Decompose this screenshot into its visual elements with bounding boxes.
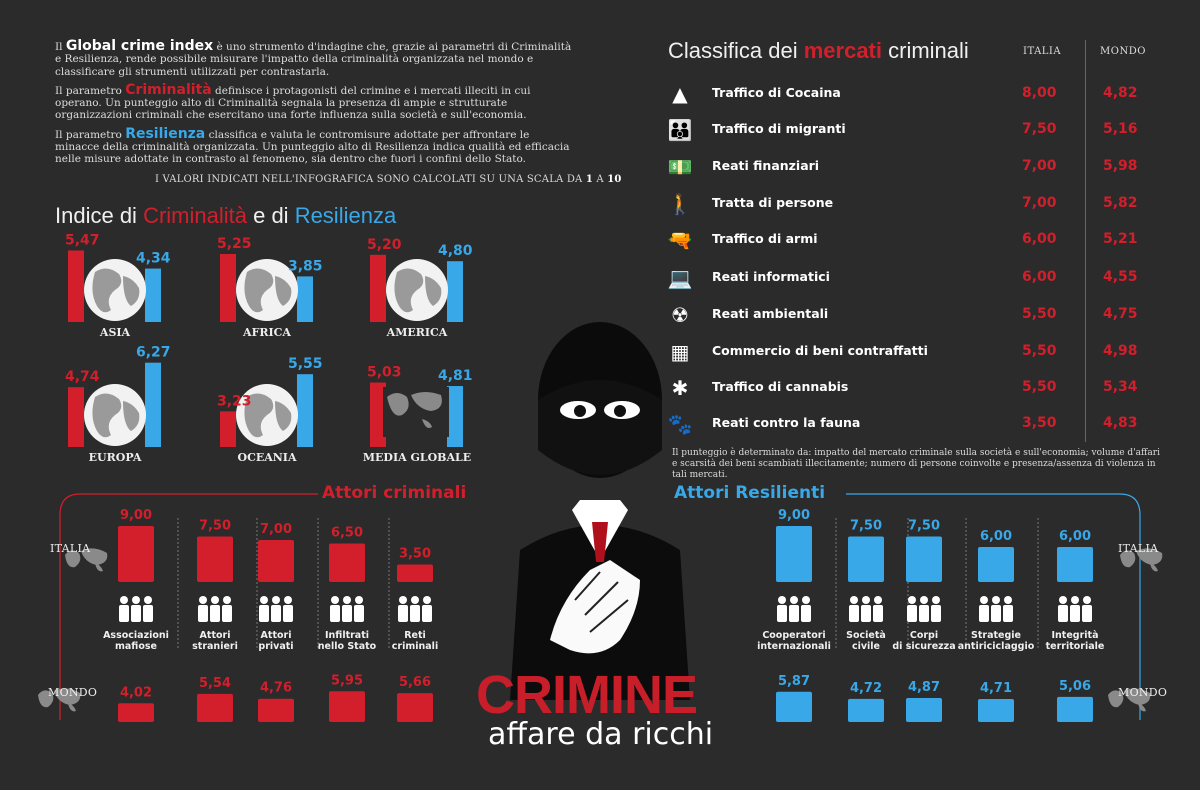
crim-bar-mondo-2 [258, 699, 294, 722]
crim-people-icon-1 [198, 596, 232, 622]
res-value-mondo-2: 4,87 [907, 680, 941, 696]
crim-bar-italia-3 [329, 544, 365, 583]
value-criminalita-4: 3,23 [217, 393, 252, 410]
market-title: Classifica dei mercati criminali [668, 38, 969, 63]
market-value-italia: 8,00 [1022, 85, 1057, 101]
gun-icon: 🔫 [667, 228, 693, 252]
res-label-0-l1: Cooperatori [762, 630, 826, 641]
market-label: Reati ambientali [712, 306, 829, 321]
market-label: Traffico di migranti [712, 121, 846, 136]
crim-label-0-l2: mafiose [115, 641, 157, 652]
section-title-attori-criminali: Attori criminali [322, 483, 467, 503]
market-label: Reati informatici [712, 269, 830, 284]
market-row [660, 112, 1160, 148]
market-label: Reati contro la fauna [712, 415, 861, 430]
crim-label-1-l2: stranieri [192, 641, 238, 652]
market-value-mondo: 5,98 [1103, 158, 1138, 174]
market-value-mondo: 5,34 [1103, 379, 1138, 395]
crim-people-icon-3 [330, 596, 364, 622]
crim-value-mondo-2: 4,76 [259, 680, 293, 696]
crim-bar-mondo-3 [329, 691, 365, 722]
crim-label-3-l2: nello Stato [317, 641, 377, 652]
market-value-mondo: 5,16 [1103, 121, 1138, 137]
container-icon: ▦ [670, 340, 690, 364]
crim-value-mondo-4: 5,66 [398, 675, 432, 691]
market-value-italia: 6,00 [1022, 231, 1057, 247]
poster-subtitle: affare da ricchi [488, 717, 714, 752]
res-people-icon-0 [777, 596, 811, 622]
res-bar-italia-3 [978, 547, 1014, 582]
crim-bar-mondo-4 [397, 693, 433, 722]
res-label-2-l1: Corpi [909, 630, 939, 641]
crim-value-italia-0: 9,00 [119, 508, 153, 523]
crim-label-0-l1: Associazioni [103, 630, 169, 641]
crim-label-2-l2: privati [258, 641, 294, 652]
res-value-mondo-3: 4,71 [979, 680, 1013, 696]
market-row [660, 149, 1160, 185]
market-value-mondo: 4,98 [1103, 343, 1138, 359]
region-label-5: MEDIA GLOBALE [362, 451, 472, 464]
value-resilienza-5: 4,81 [438, 368, 473, 385]
crim-bar-mondo-0 [118, 703, 154, 722]
value-criminalita-1: 5,25 [217, 236, 252, 252]
market-row [660, 334, 1160, 370]
label-italia-right: ITALIA [1118, 542, 1159, 555]
res-value-italia-2: 7,50 [907, 518, 941, 534]
crim-value-italia-1: 7,50 [198, 518, 232, 534]
intro-paragraph-2: Il parametro Criminalità definisce i protagonisti del crimine e i mercati illeciti in cui operano. Un punteggio alto di Criminalità segnala la presenza di ampie e strutturate organizzazioni criminali che esercitano una forte influenza sulla società e sull'economia. [55, 81, 531, 122]
value-criminalita-3: 4,74 [65, 369, 100, 386]
crim-bar-italia-2 [258, 540, 294, 582]
market-label: Tratta di persone [712, 195, 834, 210]
market-row [660, 406, 1160, 442]
crim-label-4-l2: criminali [391, 641, 439, 652]
region-label-0: ASIA [99, 326, 131, 339]
crim-bar-italia-1 [197, 537, 233, 583]
res-label-1-l1: Società [846, 630, 886, 641]
poster-title: CRIMINE [476, 665, 697, 725]
cocaine-icon: ▲ [672, 82, 688, 106]
crim-value-mondo-0: 4,02 [119, 685, 153, 701]
res-bar-italia-2 [906, 537, 942, 583]
label-mondo-right: MONDO [1118, 686, 1168, 699]
market-value-italia: 7,00 [1022, 195, 1057, 211]
crim-people-icon-4 [398, 596, 432, 622]
computer-icon: 💻 [667, 266, 693, 290]
bracket-criminali [60, 494, 318, 515]
value-resilienza-0: 4,34 [136, 250, 171, 267]
market-value-mondo: 5,82 [1103, 195, 1138, 211]
region-label-1: AFRICA [243, 326, 291, 339]
res-label-4-l2: territoriale [1045, 641, 1105, 652]
res-value-italia-1: 7,50 [849, 518, 883, 534]
res-bar-italia-4 [1057, 547, 1093, 582]
col-head-mondo: MONDO [1100, 46, 1146, 57]
res-bar-italia-1 [848, 537, 884, 583]
value-criminalita-5: 5,03 [367, 364, 402, 381]
index-title: Indice di Criminalità e di Resilienza [55, 203, 397, 228]
res-label-4-l1: Integrità [1051, 630, 1099, 641]
res-people-icon-2 [907, 596, 941, 622]
market-label: Traffico di cannabis [712, 379, 849, 394]
market-row [660, 260, 1160, 296]
crim-label-4-l1: Reti [404, 630, 426, 641]
value-criminalita-2: 5,20 [367, 236, 402, 253]
crim-value-italia-2: 7,00 [259, 522, 293, 537]
res-value-mondo-4: 5,06 [1058, 678, 1092, 694]
value-resilienza-3: 6,27 [136, 344, 171, 361]
market-value-mondo: 4,82 [1103, 85, 1138, 101]
crim-people-icon-0 [119, 596, 153, 622]
market-row [660, 76, 1160, 112]
market-row [660, 297, 1160, 333]
value-resilienza-4: 5,55 [288, 356, 323, 373]
market-value-italia: 5,50 [1022, 343, 1057, 359]
col-head-italia: ITALIA [1023, 46, 1062, 57]
region-label-2: AMERICA [386, 326, 448, 339]
res-bar-mondo-0 [776, 692, 812, 722]
market-value-italia: 7,50 [1022, 121, 1057, 137]
market-row [660, 186, 1160, 222]
crim-value-mondo-3: 5,95 [330, 673, 364, 689]
market-label: Commercio di beni contraffatti [712, 343, 928, 358]
paw-icon: 🐾 [667, 412, 693, 436]
region-label-4: OCEANIA [237, 451, 297, 464]
label-mondo-left: MONDO [48, 686, 98, 699]
intro-paragraph-3: Il parametro Resilienza classifica e valuta le contromisure adottate per affrontare le minacce della criminalità organizzata. Un punteggio alto di Resilienza indica qualità ed efficacia nelle misure adottate in contrasto al fenomeno, sia dentro che fuori i confini dello Stato. [55, 125, 570, 166]
crim-bar-mondo-1 [197, 694, 233, 722]
market-value-italia: 5,50 [1022, 306, 1057, 322]
res-bar-mondo-4 [1057, 697, 1093, 722]
person-chain-icon: 🚶 [667, 192, 693, 216]
res-bar-mondo-2 [906, 698, 942, 722]
intro-paragraph-1: Il Global crime index è uno strumento d'indagine che, grazie ai parametri di Criminalità e Resilienza, rende possibile misurare l'impatto della criminalità organizzata nel mondo e classificare gli strumenti utilizzati per contrastarla. [55, 38, 572, 78]
money-icon: 💵 [667, 155, 693, 179]
market-value-italia: 5,50 [1022, 379, 1057, 395]
res-value-italia-4: 6,00 [1058, 529, 1092, 544]
market-row [660, 370, 1160, 406]
market-label: Traffico di armi [712, 231, 818, 246]
market-value-italia: 6,00 [1022, 269, 1057, 285]
migrants-icon: 👪 [667, 118, 693, 142]
market-label: Traffico di Cocaina [712, 85, 841, 100]
market-value-italia: 3,50 [1022, 415, 1057, 431]
crim-label-2-l1: Attori [260, 630, 292, 641]
crim-label-3-l1: Infiltrati [324, 630, 370, 641]
value-resilienza-2: 4,80 [438, 243, 473, 260]
res-people-icon-3 [979, 596, 1013, 622]
crim-value-italia-4: 3,50 [398, 546, 432, 562]
res-label-1-l2: civile [851, 641, 881, 652]
res-label-0-l2: internazionali [757, 641, 831, 652]
market-note: Il punteggio è determinato da: impatto del mercato criminale sulla società e sull'economia; volume d'affari e scarsità dei beni scambiati illecitamente; numero di persone coinvolte e presenza/assenza di violenza in tali mercati. [672, 448, 1160, 480]
toxic-barrel-icon: ☢ [671, 303, 689, 327]
res-value-mondo-0: 5,87 [777, 673, 811, 689]
res-people-icon-4 [1058, 596, 1092, 622]
crim-label-1-l1: Attori [199, 630, 231, 641]
market-row [660, 222, 1160, 258]
res-bar-mondo-3 [978, 699, 1014, 722]
region-label-3: EUROPA [88, 451, 142, 464]
value-resilienza-1: 3,85 [288, 258, 323, 275]
market-value-mondo: 5,21 [1103, 231, 1138, 247]
value-criminalita-0: 5,47 [65, 232, 100, 249]
res-people-icon-1 [849, 596, 883, 622]
market-value-mondo: 4,55 [1103, 269, 1138, 285]
res-label-2-l2: di sicurezza [892, 641, 956, 652]
label-italia-left: ITALIA [50, 542, 91, 555]
crim-value-italia-3: 6,50 [330, 525, 364, 541]
res-label-3-l1: Strategie [971, 630, 1021, 641]
crim-people-icon-2 [259, 596, 293, 622]
res-value-italia-3: 6,00 [979, 529, 1013, 544]
res-bar-mondo-1 [848, 699, 884, 722]
section-title-attori-resilienti: Attori Resilienti [674, 483, 826, 503]
market-value-italia: 7,00 [1022, 158, 1057, 174]
cannabis-leaf-icon: ✱ [671, 376, 689, 400]
market-value-mondo: 4,75 [1103, 306, 1138, 322]
crim-bar-italia-4 [397, 565, 433, 583]
crim-bar-italia-0 [118, 526, 154, 582]
crim-value-mondo-1: 5,54 [198, 675, 232, 691]
market-value-mondo: 4,83 [1103, 415, 1138, 431]
scale-note: I VALORI INDICATI NELL'INFOGRAFICA SONO CALCOLATI SU UNA SCALA DA 1 A 10 [155, 174, 622, 185]
res-value-mondo-1: 4,72 [849, 680, 883, 696]
market-label: Reati finanziari [712, 158, 820, 173]
res-value-italia-0: 9,00 [777, 508, 811, 523]
res-label-3-l2: antiriciclaggio [957, 641, 1035, 652]
res-bar-italia-0 [776, 526, 812, 582]
